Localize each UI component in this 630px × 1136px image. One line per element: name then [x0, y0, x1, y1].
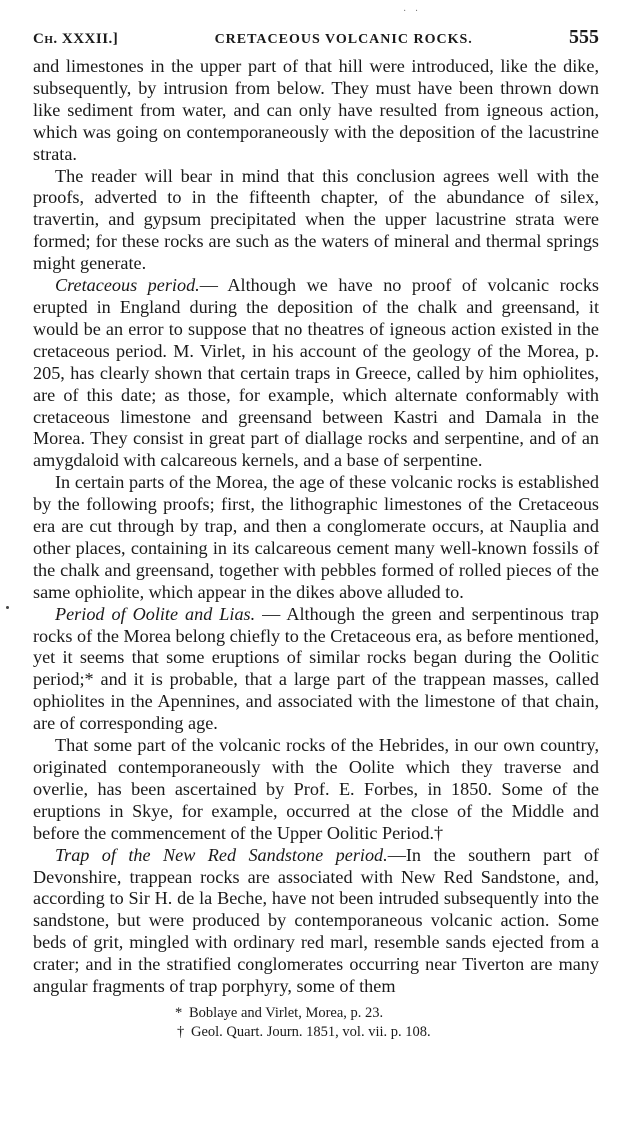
- paragraph-text: That some part of the volcanic rocks of the Hebrides, in our own country, originated contemporaneously with the Oolite which they traverse and overlie, has been ascertained by Prof. E. Forbes, in 1850. Some of the eruptions in Skye, for example, occurred at the close of the Middle and before the commencement of the Upper Oolitic Period.†: [33, 735, 599, 843]
- footnote-text: Boblaye and Virlet, Morea, p. 23.: [189, 1004, 384, 1021]
- paragraph-continuation: [33, 56, 599, 166]
- paragraph: [33, 166, 599, 276]
- footnotes: [33, 1004, 599, 1042]
- paragraph-oolite-lias: [33, 604, 599, 735]
- book-page: [33, 26, 599, 1042]
- body-text: [33, 56, 599, 998]
- paragraph-new-red-sandstone: [33, 845, 599, 998]
- running-title: CRETACEOUS VOLCANIC ROCKS.: [214, 32, 473, 47]
- footnote: [33, 1004, 599, 1023]
- paragraph-text: In certain parts of the Morea, the age of these volcanic rocks is established by the following proofs; first, the lithographic limestones of the Cretaceous era are cut through by trap, and then a conglomerate occurs, at Nauplia and other places, containing in its calcareous cement many well-known fossils of the chalk and greensand, together with pebbles formed of rolled pieces of the same ophiolite, which appear in the dikes above alluded to.: [33, 472, 599, 602]
- chapter-reference: Ch. XXXII.]: [33, 31, 119, 47]
- footnote-mark: *: [175, 1004, 183, 1021]
- footnote-mark: †: [177, 1023, 185, 1040]
- margin-speck: [6, 606, 9, 609]
- footnote: [33, 1023, 599, 1042]
- paragraph-text: and limestones in the upper part of that hill were introduced, like the dike, subsequently, by intrusion from below. They must have been thrown down like sediment from water, and can only have resulted from igneous action, which was going on contemporaneously with the deposition of the lacustrine strata.: [33, 56, 599, 164]
- running-head: [33, 26, 599, 56]
- section-run-in-heading: Trap of the New Red Sandstone period.: [55, 844, 388, 865]
- paragraph: [33, 472, 599, 603]
- section-run-in-heading: Cretaceous period.: [55, 275, 200, 296]
- paragraph-cretaceous-period: [33, 275, 599, 472]
- paragraph-text: —In the southern part of Devonshire, trappean rocks are associated with New Red Sandstone, and, according to Sir H. de la Beche, have not been intruded subsequently into the sandstone, but were produced by contemporaneous volcanic action. Some beds of grit, mingled with ordinary red marl, resemble sands ejected from a crater; and in the stratified conglomerates occurring near Tiverton are many angular fragments of trap porphyry, some of them: [33, 844, 599, 997]
- page-number: 555: [569, 26, 599, 48]
- footnote-text: Geol. Quart. Journ. 1851, vol. vii. p. 108.: [191, 1023, 431, 1040]
- paragraph-text: — Although we have no proof of volcanic rocks erupted in England during the deposition of the chalk and greensand, it would be an error to suppose that no theatres of igneous action existed in the cretaceous period. M. Virlet, in his account of the geology of the Morea, p. 205, has clearly shown that certain traps in Greece, called by him ophiolites, are of this date; as those, for example, which alternate conformably with cretaceous limestone and greensand between Kastri and Damala in the Morea. They consist in great part of diallage rocks and serpentine, and of an amygdaloid with calcareous kernels, and a base of serpentine.: [33, 275, 599, 471]
- paragraph-text: — Although the green and serpentinous trap rocks of the Morea belong chiefly to the Cretaceous era, as before mentioned, yet it seems that some eruptions of similar rocks began during the Oolitic period;* and it is probable, that a large part of the trappean masses, called ophiolites in the Apennines, and associated with the limestone of that chain, are of corresponding age.: [33, 603, 599, 734]
- section-run-in-heading: Period of Oolite and Lias.: [55, 603, 256, 624]
- print-speck: · ·: [403, 6, 422, 17]
- paragraph: [33, 735, 599, 845]
- paragraph-text: The reader will bear in mind that this conclusion agrees well with the proofs, adverted to in the fifteenth chapter, of the abundance of silex, travertin, and gypsum precipitated when the upper lacustrine strata were formed; for these rocks are such as the waters of mineral and thermal springs might generate.: [33, 165, 599, 274]
